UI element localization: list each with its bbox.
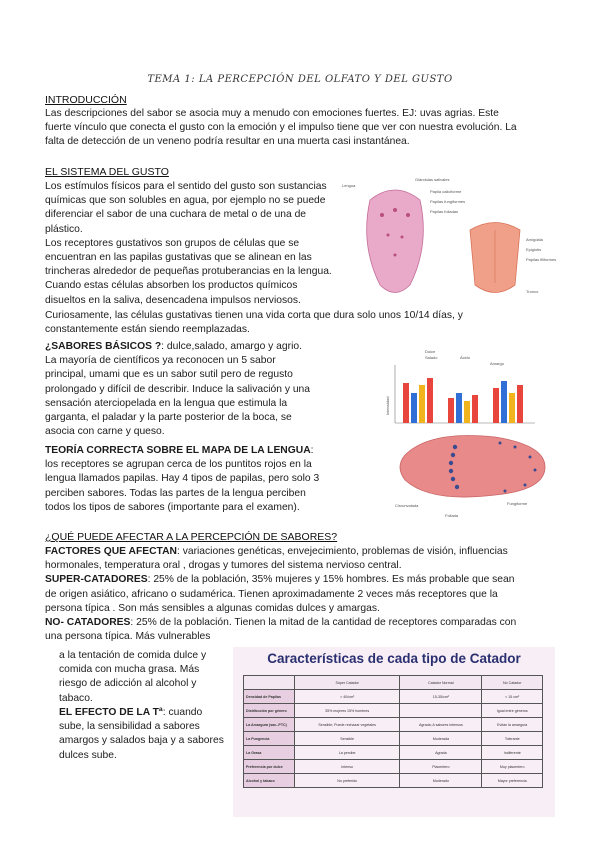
chart-bar [456, 393, 462, 423]
tongue-label: Lengua [342, 183, 356, 188]
intro-line: fuerte vínculo que conecta el gusto con la emoción y el impulso tiene que ver con nuestra evolución. La [45, 122, 517, 134]
no-line: una persona típica. Más vulnerables [45, 631, 211, 643]
sistema-line: constantemente están siendo reemplazadas. [45, 324, 250, 336]
papilla-chart-figure [385, 345, 550, 525]
factores-line: hormonales, temperatura oral , drogas y tumores del sistema nervioso central. [45, 560, 402, 572]
no-line: : 25% de la población. Tienen la mitad de la cantidad de receptores comparadas con [130, 617, 517, 629]
super-line: persona típica . Son más sensibles a algunas comidas dulces y amargas. [45, 602, 380, 614]
chart-bar [448, 398, 454, 423]
factores-line: : variaciones genéticas, envejecimiento, problemas de visión, influencias [176, 546, 508, 557]
papilla-dot [394, 254, 397, 257]
table-cell: Placentero [400, 760, 482, 774]
chart-bar [464, 401, 470, 423]
tongue-anatomy-figure [340, 175, 557, 305]
mapa-line: los receptores se agrupan cerca de los puntitos rojos en la [45, 459, 312, 471]
basicos-line: La mayoría de científicos ya reconocen un 5 sabor [45, 355, 276, 367]
table-row [244, 718, 543, 732]
table-cell: Indiferente [482, 746, 543, 760]
no-bold: NO- CATADORES [45, 617, 131, 629]
tongue-label: Papilas foliadas [430, 209, 459, 214]
temp-line: sube, la sensibilidad a sabores [59, 721, 200, 733]
intro-heading: INTRODUCCIÓN [45, 94, 127, 106]
table-cell: Agrada [400, 746, 482, 760]
no-line: a la tentación de comida dulce y [59, 650, 207, 661]
super-line: : 25% de la población, 35% mujeres y 15% hombres. Es más probable que sean [147, 574, 515, 586]
table-cell: Intenso [295, 760, 400, 774]
factores-bold: FACTORES QUE AFECTAN [45, 546, 177, 557]
chart-bar [403, 383, 409, 423]
table-cell: La Pungencia [244, 732, 295, 746]
tongue-label: Epiglotis [526, 247, 542, 252]
legend-item: Amargo [490, 361, 505, 366]
temp-line: dulces sube. [59, 749, 117, 761]
table-cell: Agrada; A sabores intensos [400, 718, 482, 732]
chart-bar [411, 393, 417, 423]
table-cell: Distribución por género [244, 704, 295, 718]
legend-item: Dulce [425, 349, 436, 354]
basicos-bold: ¿SABORES BÁSICOS ? [45, 341, 162, 352]
sistema-line: Los receptores gustativos son grupos de células que se [45, 237, 300, 249]
sistema-paragraph-full [45, 309, 565, 337]
chart-bars [403, 378, 523, 423]
super-bold: SUPER-CATADORES [45, 574, 148, 586]
basicos-rest: : dulce,salado, amargo y agrio. [161, 341, 302, 352]
tongue-label: Amígdala [526, 237, 543, 242]
chart-label: Foliada [445, 513, 459, 518]
table-cell: > 40/cm² [295, 690, 400, 704]
table-row [244, 746, 543, 760]
mapa-line: todos los tipos de sabores (importante para el examen). [45, 501, 300, 513]
tongue-label: Papilas fungiformes [430, 199, 466, 204]
table-title: Características de cada tipo de Catador [267, 651, 521, 666]
temp-paragraph [59, 706, 244, 763]
table-cell: 15-35/cm² [400, 690, 482, 704]
chart-bar [419, 385, 425, 423]
intro-line: Las descripciones del sabor se asocia muy a menudo con emociones fuertes. EJ: uvas agrias. Este [45, 108, 499, 119]
intro-paragraph [45, 107, 565, 150]
no-catadores-continuation [59, 649, 244, 706]
basicos-line: sensación aterciopelada en la lengua que estimula la [45, 397, 288, 409]
papilla-dot [387, 234, 390, 237]
table-cell: No preferido [295, 774, 400, 788]
chart-bar [493, 388, 499, 423]
no-line: tabaco. [59, 692, 93, 704]
chart-bar [501, 381, 507, 423]
papilla-dot [401, 236, 404, 239]
table-header: No Catador [482, 676, 543, 690]
table-header-row [244, 676, 543, 690]
table-row [244, 690, 543, 704]
super-line: de origen asiático, africano o sudamérica. Tienen aproximadamente 2 veces más receptores que la [45, 588, 498, 600]
mapa-bold: TEORÍA CORRECTA SOBRE EL MAPA DE LA LENGUA [45, 445, 311, 456]
table-cell: La percibe [295, 746, 400, 760]
chart-bar [472, 395, 478, 423]
temp-line: amargos y salados baja y a sabores [59, 735, 224, 747]
table-header: Súper Catador [295, 676, 400, 690]
table-header [244, 676, 295, 690]
table-cell: Muy placentero [482, 760, 543, 774]
table-cell: La Amargura (sac.-PTC) [244, 718, 295, 732]
table-header: Catador Normal [400, 676, 482, 690]
basicos-line: principal, umami que es un sabor sutil pero de regusto [45, 369, 293, 381]
sistema-line: trincheras alrededor de pequeñas protuberancias en la lengua. [45, 266, 332, 278]
papilla-dot [380, 213, 384, 217]
no-line: riesgo de adicción al alcohol y [59, 678, 197, 690]
mapa-line: lengua llamados papilas. Hay 4 tipos de papilas, pero solo 3 [45, 473, 320, 485]
table-cell: Igual entre géneros [482, 704, 543, 718]
legend-item: Ácido [460, 355, 471, 360]
intro-line: falta de detección de un veneno podría resultar en una muerta casi instantánea. [45, 136, 410, 148]
table-cell: Moderada [400, 732, 482, 746]
page-title: TEMA 1: LA PERCEPCIÓN DEL OLFATO Y DEL GUSTO [147, 74, 453, 85]
tongue-label: Tronco [526, 289, 539, 294]
temp-line: : cuando [162, 707, 203, 718]
mapa-rest: : [310, 445, 314, 456]
tongue-outline [367, 190, 424, 293]
sistema-line: diferenciar el sabor de una cuchara de metal o de una de [45, 209, 307, 221]
chart-ylabel: Intensidad [385, 396, 390, 415]
tongue-label: Papila caliciforme [430, 189, 462, 194]
mapa-paragraph [45, 444, 390, 515]
table-cell: Alcohol y tabaco [244, 774, 295, 788]
basicos-paragraph [45, 340, 375, 439]
chart-label: Fungiforme [507, 501, 528, 506]
temp-bold: EL EFECTO DE LA Tª [59, 707, 163, 718]
chart-label: Circunvalada [395, 503, 419, 508]
sistema-heading: EL SISTEMA DEL GUSTO [45, 166, 169, 178]
sistema-paragraph [45, 180, 365, 308]
table-cell: Moderado [400, 774, 482, 788]
table-row [244, 732, 543, 746]
table-cell [400, 704, 482, 718]
basicos-line: asocia con carne y queso. [45, 426, 165, 438]
table-row [244, 704, 543, 718]
sistema-line: químicas que son solubles en agua, por ejemplo no se puede [45, 195, 326, 207]
sistema-line: Los estímulos físicos para el sentido del gusto son sustancias [45, 181, 327, 192]
chart-bar [509, 393, 515, 423]
sistema-line: disueltos en la saliva, desencadena impulsos nerviosos. [45, 294, 301, 306]
table-row [244, 774, 543, 788]
sistema-line: Cuando estas células absorben los productos químicos [45, 280, 298, 292]
no-line: comida con mucha grasa. Más [59, 664, 200, 676]
table-cell: Preferencia por dulce [244, 760, 295, 774]
papilla-dot [393, 208, 397, 212]
tongue-label: Glándulas salivales [415, 177, 450, 182]
tongue-label: Papilas filiformes [526, 257, 557, 262]
table-cell: < 15 cm² [482, 690, 543, 704]
chart-bar [427, 378, 433, 423]
legend-item: Salado [425, 355, 438, 360]
tongue-map [400, 435, 545, 497]
catador-table-figure [233, 647, 555, 817]
chart-bar [517, 385, 523, 423]
table-cell: Tolerante [482, 732, 543, 746]
sistema-line: plástico. [45, 223, 83, 235]
table-cell: Mayor preferencia [482, 774, 543, 788]
basicos-line: prolongado y difícil de describir. Induce la salivación y una [45, 383, 311, 395]
basicos-line: garganta, el paladar y la parte posterior de la boca, se [45, 412, 292, 424]
table-cell: Densidad de Papilas [244, 690, 295, 704]
table-cell: Evitan la amargura [482, 718, 543, 732]
papilla-dot [406, 213, 410, 217]
sistema-line: encuentran en las papilas gustativas que se alinean en las [45, 252, 312, 264]
table-row [244, 760, 543, 774]
table-cell: La Grasa [244, 746, 295, 760]
table-cell: Sensible [295, 732, 400, 746]
sistema-line: Curiosamente, las células gustativas tienen una vida corta que dura solo unos 10/14 días, y [45, 310, 463, 321]
table-cell: Sensible; Puede rechazar vegetales [295, 718, 400, 732]
afectar-heading: ¿QUÉ PUEDE AFECTAR A LA PERCEPCIÓN DE SABORES? [45, 531, 338, 543]
mapa-line: perciben sabores. Todas las partes de la lengua perciben [45, 487, 306, 499]
afectar-paragraph [45, 545, 565, 644]
catador-table [243, 675, 543, 788]
table-cell: 35% mujeres 15% hombres [295, 704, 400, 718]
